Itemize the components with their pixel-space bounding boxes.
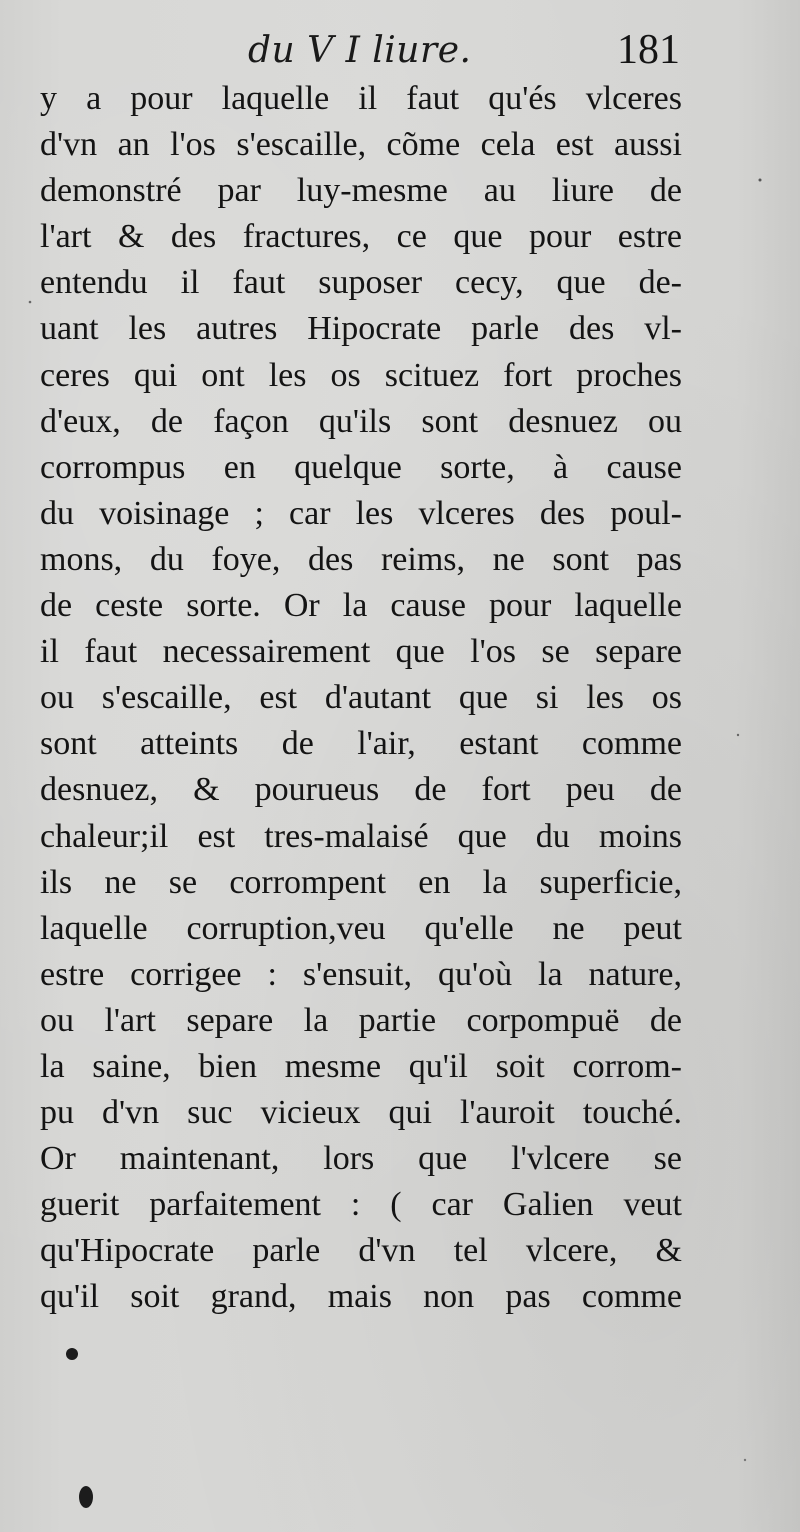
text-line: chaleur;il est tres-malaisé que du moins <box>40 817 682 855</box>
text-line: du voisinage ; car les vlceres des poul- <box>40 494 682 532</box>
text-line: corrompus en quelque sorte, à cause <box>40 448 682 486</box>
paper-speck <box>744 1459 746 1461</box>
paper-speck <box>29 301 32 304</box>
text-line: pu d'vn suc vicieux qui l'auroit touché. <box>40 1094 682 1132</box>
body-text <box>40 76 682 1321</box>
text-line: estre corrigee : s'ensuit, qu'où la nature, <box>40 955 682 993</box>
text-line: ou s'escaille, est d'autant que si les os <box>40 679 682 717</box>
text-line: sont atteints de l'air, estant comme <box>40 725 682 763</box>
text-line: ou l'art separe la partie corpompuë de <box>40 1001 682 1039</box>
text-line: laquelle corruption,veu qu'elle ne peut <box>40 909 682 947</box>
text-line: guerit parfaitement : ( car Galien veut <box>40 1186 682 1224</box>
text-line: la saine, bien mesme qu'il soit corrom- <box>40 1047 682 1085</box>
paper-speck <box>759 179 762 182</box>
text-line: entendu il faut suposer cecy, que de- <box>40 264 682 302</box>
text-line: d'eux, de façon qu'ils sont desnuez ou <box>40 402 682 440</box>
ink-blot <box>66 1348 78 1360</box>
text-line: qu'Hipocrate parle d'vn tel vlcere, & <box>40 1232 682 1270</box>
page-number: 181 <box>617 27 680 73</box>
text-line: de ceste sorte. Or la cause pour laquelle <box>40 587 682 625</box>
page-header <box>40 27 680 80</box>
text-line: y a pour laquelle il faut qu'és vlceres <box>40 80 682 117</box>
text-line: mons, du foye, des reims, ne sont pas <box>40 540 682 578</box>
running-head: du V I liure. <box>248 30 472 71</box>
text-line: qu'il soit grand, mais non pas comme <box>40 1278 682 1316</box>
text-line: desnuez, & pourueus de fort peu de <box>40 771 682 809</box>
text-line: d'vn an l'os s'escaille, cõme cela est aussi <box>40 126 682 164</box>
text-line: demonstré par luy-mesme au liure de <box>40 172 682 210</box>
text-line: Or maintenant, lors que l'vlcere se <box>40 1140 682 1178</box>
paper-speck <box>737 734 739 736</box>
ink-blot <box>79 1486 93 1508</box>
text-line: l'art & des fractures, ce que pour estre <box>40 218 682 256</box>
text-line: uant les autres Hipocrate parle des vl- <box>40 310 682 348</box>
text-line: ceres qui ont les os scituez fort proches <box>40 356 682 394</box>
text-line: ils ne se corrompent en la superficie, <box>40 863 682 901</box>
text-line: il faut necessairement que l'os se separe <box>40 633 682 671</box>
